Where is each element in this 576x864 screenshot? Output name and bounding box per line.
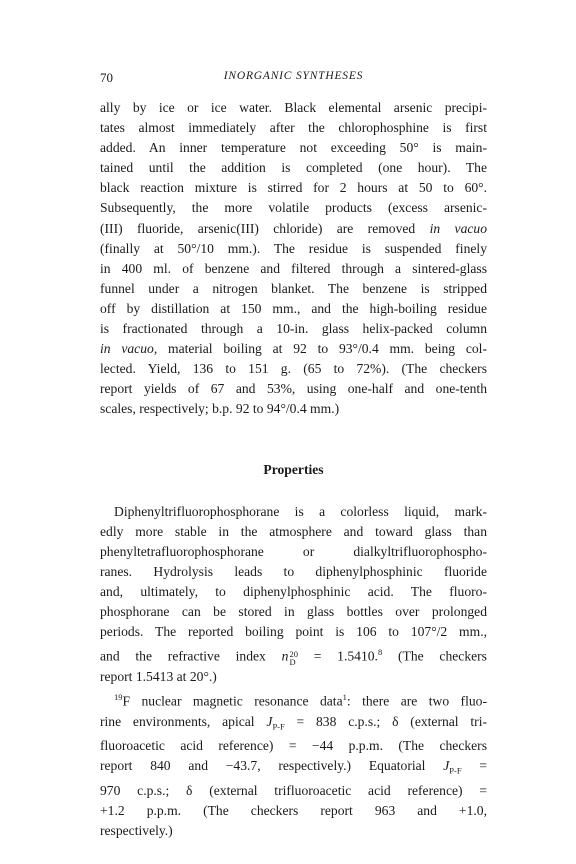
text-line: (finally at 50°/10 mm.). The residue is suspended finely xyxy=(100,240,487,256)
text-line xyxy=(100,712,487,737)
procedure-paragraph xyxy=(100,98,487,420)
text-fragment: (III) fluoride, arsenic(III) chloride) are removed xyxy=(100,220,416,236)
text-fragment: (The checkers xyxy=(382,648,487,664)
text-line: tained until the addition is completed (one hour). The xyxy=(100,160,487,176)
italic-term: in vacuo, xyxy=(100,341,158,357)
italic-term: in vacuo xyxy=(429,220,488,236)
text-fragment: = 1.5410. xyxy=(297,648,378,664)
coupling-constant-symbol: J xyxy=(266,713,273,729)
text-line xyxy=(100,687,487,712)
text-fragment: report 840 and −43.7, respectively.) Equatorial xyxy=(100,758,426,774)
text-line: off by distillation at 150 mm., and the high-boiling residue xyxy=(100,300,487,316)
nmr-paragraph xyxy=(100,687,487,842)
text-fragment: and the refractive index xyxy=(100,648,282,664)
refractive-index-symbol: n xyxy=(281,648,289,664)
section-heading: Properties xyxy=(263,461,324,477)
text-fragment: = xyxy=(461,758,487,774)
text-line: phenyltetrafluorophosphorane or dialkyltrifluorophospho- xyxy=(100,543,487,559)
text-line: added. An inner temperature not exceeding 50° is main- xyxy=(100,140,487,156)
text-line: in 400 ml. of benzene and filtered through a sintered-glass xyxy=(100,260,487,276)
text-line: scales, respectively; b.p. 92 to 94°/0.4 mm.) xyxy=(100,401,340,417)
text-line xyxy=(100,642,487,667)
text-line: ally by ice or ice water. Black elemental arsenic precipi- xyxy=(100,100,487,115)
text-fragment: = 838 c.p.s.; δ (external tri- xyxy=(284,713,487,729)
running-title: INORGANIC SYNTHESES xyxy=(223,70,364,82)
properties-paragraph xyxy=(100,502,487,687)
text-line: +1.2 p.p.m. (The checkers report 963 and +1.0, xyxy=(100,803,487,819)
subscript: P-F xyxy=(449,766,462,777)
subscript: D xyxy=(289,656,296,667)
text-line: report 1.5413 at 20°.) xyxy=(100,668,217,684)
text-line xyxy=(100,756,487,781)
reference-mark: 1 xyxy=(342,691,347,702)
text-fragment: F nuclear magnetic resonance data xyxy=(122,693,343,709)
text-line: ranes. Hydrolysis leads to diphenylphosphinic fluoride xyxy=(100,563,487,579)
text-line: Diphenyltrifluorophosphorane is a colorless liquid, mark- xyxy=(114,503,487,519)
isotope-mass: 19 xyxy=(114,691,123,702)
text-line: respectively.) xyxy=(100,823,173,839)
text-line xyxy=(100,219,487,239)
text-line: 970 c.p.s.; δ (external trifluoroacetic acid reference) = xyxy=(100,783,487,799)
text-line: and, ultimately, to diphenylphosphinic acid. The fluoro- xyxy=(100,583,487,599)
book-page xyxy=(100,70,487,842)
text-line: lected. Yield, 136 to 151 g. (65 to 72%). (The checkers xyxy=(100,361,487,377)
text-line: funnel under a nitrogen blanket. The benzene is stripped xyxy=(100,280,487,296)
reference-mark: 8 xyxy=(377,647,383,658)
text-line: Subsequently, the more volatile products (excess arsenic- xyxy=(100,200,487,216)
text-fragment: : there are two fluo- xyxy=(346,693,487,709)
superscript: 20 xyxy=(289,648,298,659)
text-line: is fractionated through a 10-in. glass helix-packed column xyxy=(100,321,487,337)
text-fragment: material boiling at 92 to 93°/0.4 mm. being col- xyxy=(168,341,487,357)
text-fragment: rine environments, apical xyxy=(100,713,267,729)
text-line: phosphorane can be stored in glass bottles over prolonged xyxy=(100,603,487,619)
refractive-index-scripts xyxy=(289,650,298,666)
coupling-constant-symbol: J xyxy=(443,758,450,774)
text-line: report yields of 67 and 53%, using one-half and one-tenth xyxy=(100,381,487,397)
text-line: tates almost immediately after the chlorophosphine is first xyxy=(100,120,487,136)
text-line: fluoroacetic acid reference) = −44 p.p.m. (The checkers xyxy=(100,738,487,754)
subscript: P-F xyxy=(272,721,285,732)
page-number: 70 xyxy=(100,70,113,85)
text-line: edly more stable in the atmosphere and toward glass than xyxy=(100,523,487,539)
running-header xyxy=(100,70,487,90)
text-line: periods. The reported boiling point is 106 to 107°/2 mm., xyxy=(100,624,487,640)
text-line xyxy=(100,339,487,359)
text-line: black reaction mixture is stirred for 2 hours at 50 to 60°. xyxy=(100,180,487,196)
